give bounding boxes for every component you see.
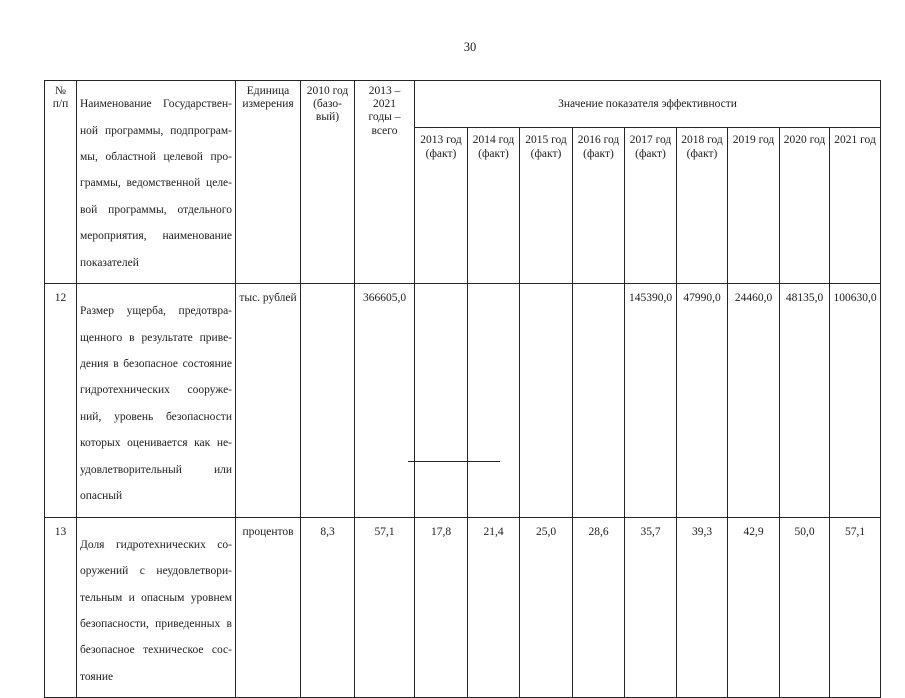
end-separator-line xyxy=(408,461,500,462)
indicator-table xyxy=(44,80,881,698)
row-number: 12 xyxy=(45,284,77,517)
name-line: опасный xyxy=(80,490,123,503)
page-number: 30 xyxy=(463,40,477,54)
header-year-2019: 2019 год xyxy=(728,128,780,284)
unit-cell: тыс. рублей xyxy=(236,284,301,517)
year-value-2018: 39,3 xyxy=(677,517,728,698)
header-unit: Единица измерения xyxy=(236,81,301,284)
year-value-2020: 48135,0 xyxy=(780,284,830,517)
name-line: безопасное техническое сос- xyxy=(80,644,232,657)
year-value-2021: 100630,0 xyxy=(830,284,881,517)
indicator-name xyxy=(77,284,236,517)
year-value-2018: 47990,0 xyxy=(677,284,728,517)
year-value-2013: 17,8 xyxy=(415,517,468,698)
year-value-2017: 145390,0 xyxy=(625,284,677,517)
year-value-2019: 42,9 xyxy=(728,517,780,698)
header-base-year: 2010 год (базо- вый) xyxy=(301,81,355,284)
year-value-2014 xyxy=(468,284,520,517)
base-year-value xyxy=(301,284,355,517)
header-year-2018: 2018 год (факт) xyxy=(677,128,728,284)
name-line: граммы, ведомственной целе- xyxy=(80,177,232,190)
header-total: 2013 – 2021 годы – всего xyxy=(355,81,415,284)
name-line: которых оценивается как не- xyxy=(80,437,232,450)
year-value-2016 xyxy=(573,284,625,517)
year-value-2020: 50,0 xyxy=(780,517,830,698)
base-year-value: 8,3 xyxy=(301,517,355,698)
name-line: мы, областной целевой про- xyxy=(80,151,232,164)
year-value-2017: 35,7 xyxy=(625,517,677,698)
name-line: ной программы, подпрограм- xyxy=(80,124,232,137)
header-row xyxy=(45,81,881,128)
name-line: оружений с неудовлетвори- xyxy=(80,565,232,578)
total-value: 366605,0 xyxy=(355,284,415,517)
header-year-2017: 2017 год (факт) xyxy=(625,128,677,284)
header-year-2015: 2015 год (факт) xyxy=(520,128,573,284)
row-number: 13 xyxy=(45,517,77,698)
header-year-2016: 2016 год (факт) xyxy=(573,128,625,284)
header-year-2013: 2013 год (факт) xyxy=(415,128,468,284)
name-line: мероприятия, наименование xyxy=(80,230,232,243)
year-value-2021: 57,1 xyxy=(830,517,881,698)
table-row xyxy=(45,517,881,698)
name-line: тояние xyxy=(80,670,114,683)
name-line: ний, уровень безопасности xyxy=(80,410,232,423)
name-line: Размер ущерба, предотвра- xyxy=(80,305,232,318)
table-row xyxy=(45,284,881,517)
header-indicator-values: Значение показателя эффективности xyxy=(415,81,881,128)
name-line: Доля гидротехнических со- xyxy=(80,538,232,551)
indicator-name xyxy=(77,517,236,698)
year-value-2015: 25,0 xyxy=(520,517,573,698)
total-value: 57,1 xyxy=(355,517,415,698)
year-value-2016: 28,6 xyxy=(573,517,625,698)
header-year-2020: 2020 год xyxy=(780,128,830,284)
name-line: удовлетворительный или xyxy=(80,463,232,476)
header-indicator-name xyxy=(77,81,236,284)
year-value-2014: 21,4 xyxy=(468,517,520,698)
name-line: гидротехнических сооруже- xyxy=(80,384,232,397)
year-value-2015 xyxy=(520,284,573,517)
name-line: Наименование Государствен- xyxy=(80,98,232,111)
name-line: щенного в результате приве- xyxy=(80,331,232,344)
name-line: показателей xyxy=(80,256,139,269)
year-value-2013 xyxy=(415,284,468,517)
name-line: дения в безопасное состояние xyxy=(80,358,232,371)
year-value-2019: 24460,0 xyxy=(728,284,780,517)
name-line: тельным и опасным уровнем xyxy=(80,591,232,604)
name-line: безопасности, приведенных в xyxy=(80,617,232,630)
name-line: вой программы, отдельного xyxy=(80,203,232,216)
header-number: № п/п xyxy=(45,81,77,284)
header-year-2021: 2021 год xyxy=(830,128,881,284)
unit-cell: процентов xyxy=(236,517,301,698)
header-year-2014: 2014 год (факт) xyxy=(468,128,520,284)
